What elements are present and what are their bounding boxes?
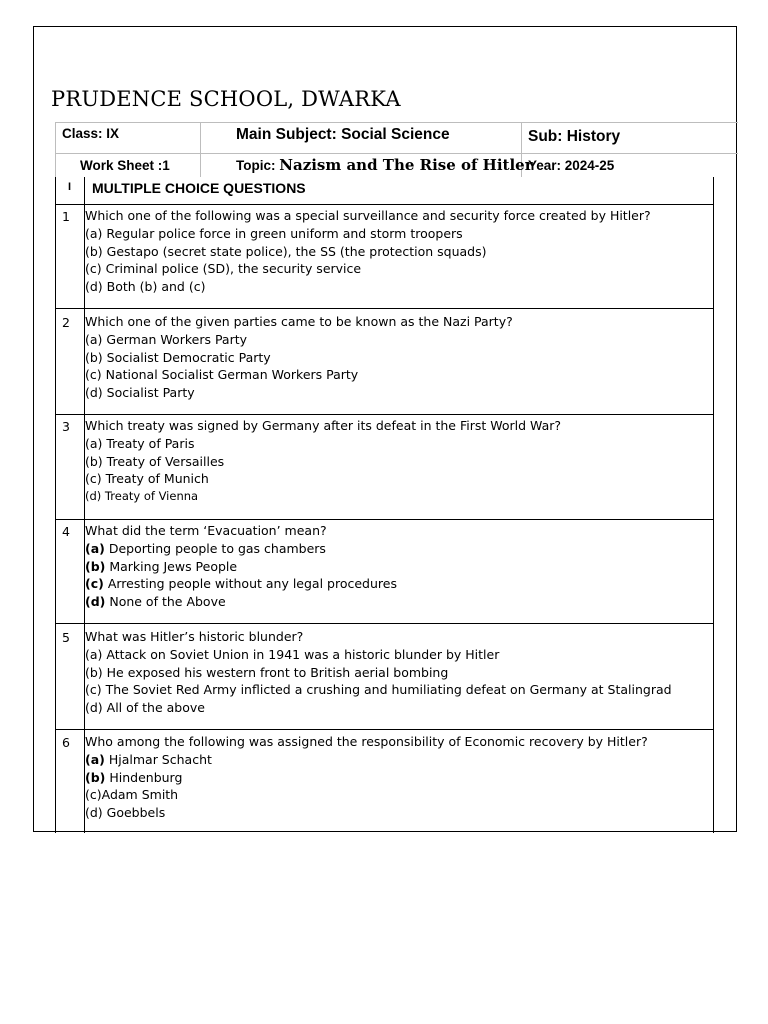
option: (c)Adam Smith — [85, 787, 179, 803]
option-letter: (d) — [85, 594, 106, 610]
question-text: Which treaty was signed by Germany after its defeat in the First World War? — [85, 418, 562, 433]
option-text: Hindenburg — [105, 769, 183, 785]
option-letter: (a) — [85, 751, 105, 767]
option: (d) Treaty of Vienna — [85, 489, 199, 504]
option: (a) Attack on Soviet Union in 1941 was a historic blunder by Hitler — [85, 646, 500, 662]
question-number: 6 — [62, 735, 70, 750]
option: (c) Treaty of Munich — [85, 471, 209, 487]
row-rule — [56, 729, 713, 730]
option: (a) Treaty of Paris — [85, 435, 195, 451]
option — [85, 575, 397, 593]
question-6 — [85, 733, 648, 822]
option — [85, 558, 397, 576]
question-text: What was Hitler’s historic blunder? — [85, 629, 304, 644]
question-4 — [85, 522, 397, 611]
school-name: PRUDENCE SCHOOL, DWARKA — [51, 87, 401, 111]
option-letter: (b) — [85, 769, 106, 785]
option: (c) Criminal police (SD), the security service — [85, 261, 362, 277]
row-rule — [56, 623, 713, 624]
option — [85, 751, 648, 769]
question-5 — [85, 628, 672, 717]
option: (a) German Workers Party — [85, 331, 248, 347]
question-text: Which one of the given parties came to be known as the Nazi Party? — [85, 314, 513, 329]
option-text: Marking Jews People — [105, 558, 238, 574]
worksheet-page — [33, 26, 737, 832]
worksheet-label: Work Sheet :1 — [80, 158, 170, 173]
sub-label: Sub: History — [528, 128, 621, 145]
row-rule — [56, 414, 713, 415]
header-left-rule — [55, 122, 56, 177]
question-number: 4 — [62, 524, 70, 539]
section-title: MULTIPLE CHOICE QUESTIONS — [92, 180, 306, 196]
option: (a) Regular police force in green uniform and storm troopers — [85, 225, 463, 241]
option: (b) Treaty of Versailles — [85, 453, 225, 469]
option — [85, 769, 648, 787]
topic-row — [236, 156, 533, 174]
header-divider-1 — [200, 122, 201, 177]
topic-label: Topic: — [236, 158, 276, 173]
class-label: Class: IX — [62, 126, 120, 141]
section-number: I — [68, 181, 72, 193]
option-text: Deporting people to gas chambers — [104, 540, 326, 556]
option: (d) Goebbels — [85, 805, 166, 821]
option: (d) Socialist Party — [85, 385, 195, 401]
option: (b) Socialist Democratic Party — [85, 349, 271, 365]
option — [85, 540, 397, 558]
year-label: Year: 2024-25 — [528, 158, 615, 173]
option: (c) National Socialist German Workers Party — [85, 367, 359, 383]
question-text: Which one of the following was a special surveillance and security force created by Hitler? — [85, 208, 651, 223]
question-number: 1 — [62, 209, 70, 224]
option-text: Arresting people without any legal procedures — [103, 576, 397, 592]
question-number: 5 — [62, 630, 70, 645]
option-text: None of the Above — [105, 594, 226, 610]
question-text: Who among the following was assigned the responsibility of Economic recovery by Hitler? — [85, 734, 648, 749]
main-subject-label: Main Subject: Social Science — [236, 126, 450, 143]
question-3 — [85, 417, 561, 506]
option: (c) The Soviet Red Army inflicted a crushing and humiliating defeat on Germany at Stalingrad — [85, 682, 672, 698]
header-top-rule — [55, 122, 738, 123]
option-letter: (b) — [85, 558, 106, 574]
row-rule — [56, 519, 713, 520]
questions-table — [55, 177, 714, 833]
row-rule — [56, 308, 713, 309]
option-text: Hjalmar Schacht — [104, 751, 212, 767]
option — [85, 593, 397, 611]
option: (b) He exposed his western front to British aerial bombing — [85, 664, 449, 680]
question-number: 2 — [62, 315, 70, 330]
question-number: 3 — [62, 419, 70, 434]
option: (d) Both (b) and (c) — [85, 279, 206, 295]
header-middle-rule — [55, 153, 738, 154]
option: (b) Gestapo (secret state police), the SS (the protection squads) — [85, 243, 487, 259]
option-letter: (a) — [85, 540, 105, 556]
row-rule — [56, 204, 713, 205]
question-text: What did the term ‘Evacuation’ mean? — [85, 523, 327, 538]
topic-title: Nazism and The Rise of Hitler — [279, 156, 533, 174]
option: (d) All of the above — [85, 700, 205, 716]
question-1 — [85, 207, 651, 296]
question-2 — [85, 313, 513, 402]
option-letter: (c) — [85, 576, 104, 592]
